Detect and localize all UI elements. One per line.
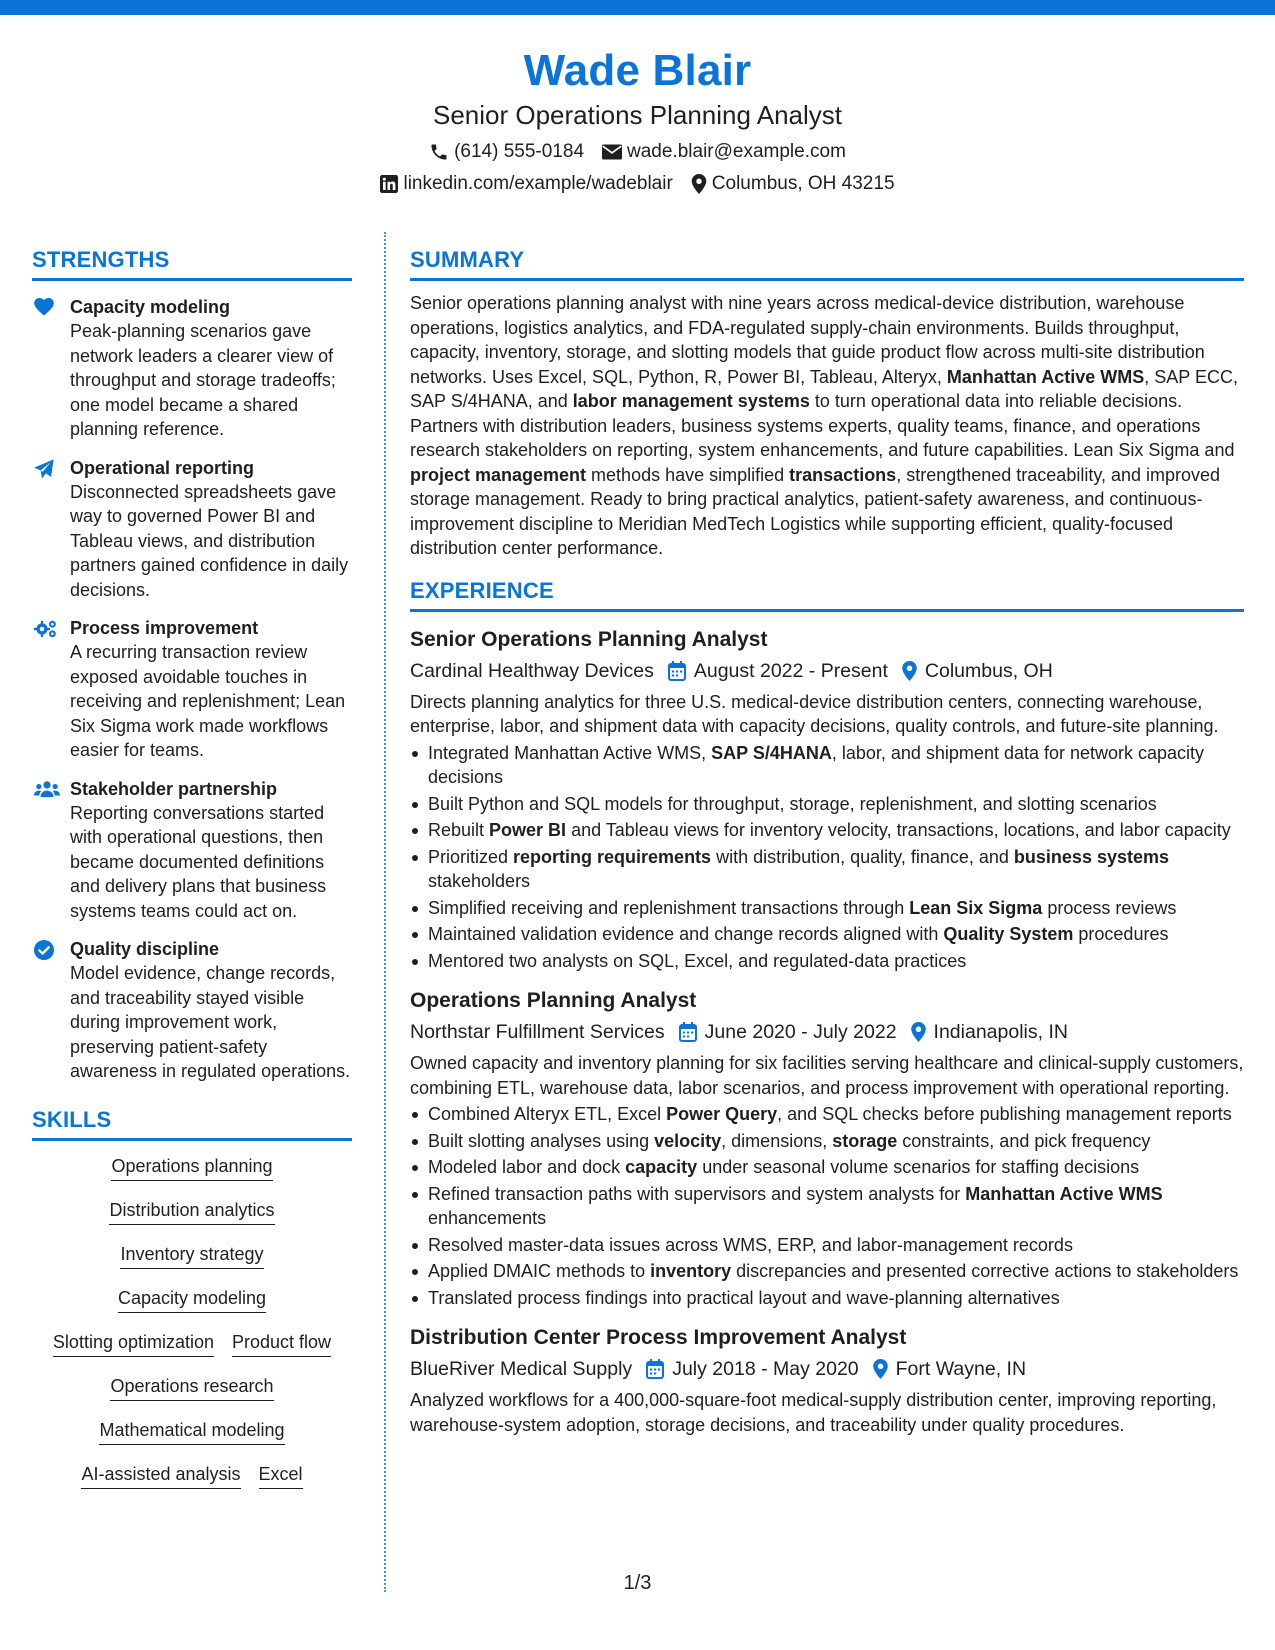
strength-item <box>32 937 352 1084</box>
phone-contact <box>429 140 584 164</box>
left-column <box>32 246 352 1507</box>
skill-tag: Inventory strategy <box>120 1243 263 1269</box>
job-meta <box>410 1356 1244 1382</box>
job-meta <box>410 658 1244 684</box>
email-contact[interactable] <box>602 140 846 164</box>
job-meta <box>410 1019 1244 1045</box>
bullet-item: Translated process findings into practical layout and wave-planning alternatives <box>410 1286 1244 1311</box>
location-contact <box>691 172 895 196</box>
strength-item <box>32 456 352 603</box>
resume-header <box>0 44 1275 196</box>
contact-row-1 <box>0 140 1275 164</box>
strength-title: Capacity modeling <box>70 297 231 317</box>
job-entry <box>410 1324 1244 1437</box>
skill-tag: Slotting optimization <box>53 1331 214 1357</box>
strength-item <box>32 777 352 924</box>
skill-tag: Excel <box>259 1463 303 1489</box>
map-pin-icon <box>873 1359 888 1379</box>
skill-tag: Operations research <box>110 1375 273 1401</box>
bullet-item: Built slotting analyses using velocity, dimensions, storage constraints, and pick frequency <box>410 1129 1244 1154</box>
job-dates: June 2020 - July 2022 <box>704 1021 897 1043</box>
skill-tag: Distribution analytics <box>109 1199 274 1225</box>
strength-title: Stakeholder partnership <box>70 778 278 799</box>
job-location: Fort Wayne, IN <box>895 1358 1027 1380</box>
skills-heading: SKILLS <box>32 1106 352 1141</box>
skill-tag: AI-assisted analysis <box>81 1463 240 1489</box>
job-description: Analyzed workflows for a 400,000-square-foot medical-supply distribution center, improving reporting, warehouse-system adoption, storage decisions, and traceability under quality procedures. <box>410 1390 1217 1435</box>
top-accent-bar <box>0 0 1275 15</box>
candidate-name: Wade Blair <box>523 46 752 95</box>
linkedin-text[interactable]: linkedin.com/example/wadeblair <box>403 173 673 194</box>
calendar-icon <box>668 661 686 681</box>
job-bullets <box>410 1102 1244 1310</box>
job-company: BlueRiver Medical Supply <box>410 1358 633 1380</box>
strength-desc: Reporting conversations started with operational questions, then became documented definitions and delivery plans that business systems teams could act on. <box>70 802 327 921</box>
contact-row-2 <box>0 172 1275 196</box>
linkedin-contact[interactable] <box>380 172 672 196</box>
strength-desc: Model evidence, change records, and traceability stayed visible during improvement work, preserving patient-safety awareness in regulated operations. <box>70 963 351 1081</box>
strengths-heading: STRENGTHS <box>32 246 352 281</box>
strength-title: Quality discipline <box>70 939 220 959</box>
job-title: Distribution Center Process Improvement Analyst <box>410 1326 907 1349</box>
job-entry <box>410 987 1244 1310</box>
strength-desc: Disconnected spreadsheets gave way to governed Power BI and Tableau views, and distribution partners gained confidence in daily decisions. <box>70 481 349 600</box>
strength-desc: A recurring transaction review exposed avoidable touches in receiving and replenishment; Lean Six Sigma work made workflows easier for teams. <box>70 642 346 760</box>
users-icon <box>34 780 60 798</box>
job-bullets <box>410 741 1244 974</box>
job-dates: July 2018 - May 2020 <box>672 1358 859 1380</box>
skill-tag: Product flow <box>232 1331 331 1357</box>
skills-list <box>32 1155 352 1489</box>
linkedin-icon <box>380 175 398 193</box>
strength-desc: Peak-planning scenarios gave network leaders a clearer view of throughput and storage tradeoffs; one model became a shared planning reference. <box>70 321 336 439</box>
bullet-item: Modeled labor and dock capacity under seasonal volume scenarios for staffing decisions <box>410 1155 1244 1180</box>
job-dates: August 2022 - Present <box>693 659 888 682</box>
location-text: Columbus, OH 43215 <box>711 173 895 194</box>
skill-tag: Mathematical modeling <box>99 1419 284 1445</box>
page-number: 1/3 <box>623 1572 652 1594</box>
summary-heading: SUMMARY <box>410 246 1244 281</box>
phone-text: (614) 555-0184 <box>454 141 585 162</box>
job-location: Indianapolis, IN <box>933 1021 1068 1043</box>
skill-tag: Operations planning <box>111 1155 272 1181</box>
skill-tag: Capacity modeling <box>118 1287 266 1313</box>
strength-item <box>32 616 352 763</box>
phone-icon <box>429 142 449 162</box>
calendar-icon <box>646 1359 664 1379</box>
bullet-item: Integrated Manhattan Active WMS, SAP S/4HANA, labor, and shipment data for network capacity decisions <box>410 741 1244 790</box>
bullet-item: Prioritized reporting requirements with distribution, quality, finance, and business systems stakeholders <box>410 845 1244 894</box>
job-entry <box>410 626 1244 974</box>
gears-icon <box>34 619 58 639</box>
bullet-item: Mentored two analysts on SQL, Excel, and regulated-data practices <box>410 949 1244 974</box>
job-title: Operations Planning Analyst <box>410 989 697 1012</box>
column-divider <box>384 232 386 1592</box>
strength-item <box>32 295 352 442</box>
job-location: Columbus, OH <box>924 659 1053 682</box>
map-pin-icon <box>902 661 917 681</box>
strength-title: Operational reporting <box>70 457 255 478</box>
calendar-icon <box>679 1022 697 1042</box>
paper-plane-icon <box>34 459 54 479</box>
email-text[interactable]: wade.blair@example.com <box>627 141 846 162</box>
job-description: Directs planning analytics for three U.S. medical-device distribution centers, connecting warehouse, enterprise, labor, and shipment data with capacity decisions, quality controls, and future-site planning. <box>410 691 1219 736</box>
summary-text: Senior operations planning analyst with nine years across medical-device distribution, warehouse operations, logistics analytics, and FDA-regulated supply-chain environments. Builds throughput, capacity, inventory, storage, and slotting models that guide product flow across multi-site distribution networks. Uses Excel, SQL, Python, R, Power BI, Tableau, Alteryx, Manhattan Active WMS, SAP ECC, SAP S/4HANA, and labor management systems to turn operational data into reliable decisions. Partners with distribution leaders, business systems experts, quality teams, finance, and operations research stakeholders on reporting, system enhancements, and future capabilities. Lean Six Sigma and project management methods have simplified transactions, strengthened traceability, and improved storage management. Ready to bring practical analytics, patient-safety awareness, and continuous-improvement discipline to Meridian MedTech Logistics while supporting efficient, quality-focused distribution center performance. <box>410 293 1238 558</box>
envelope-icon <box>602 144 622 160</box>
map-pin-icon <box>911 1022 926 1042</box>
right-column <box>410 246 1244 1437</box>
job-description: Owned capacity and inventory planning for six facilities serving healthcare and clinical-supply customers, combining ETL, warehouse data, labor scenarios, and process improvement with operational reporting. <box>410 1053 1244 1098</box>
job-company: Cardinal Healthway Devices <box>410 659 654 682</box>
strength-title: Process improvement <box>70 618 259 638</box>
bullet-item: Simplified receiving and replenishment transactions through Lean Six Sigma process reviews <box>410 896 1244 921</box>
job-title: Senior Operations Planning Analyst <box>410 627 768 651</box>
bullet-item: Applied DMAIC methods to inventory discrepancies and presented corrective actions to stakeholders <box>410 1259 1244 1284</box>
bullet-item: Rebuilt Power BI and Tableau views for inventory velocity, transactions, locations, and labor capacity <box>410 818 1244 843</box>
bullet-item: Refined transaction paths with supervisors and system analysts for Manhattan Active WMS enhancements <box>410 1182 1244 1231</box>
bullet-item: Combined Alteryx ETL, Excel Power Query, and SQL checks before publishing management reports <box>410 1102 1244 1127</box>
check-circle-icon <box>34 940 54 960</box>
heart-icon <box>34 298 54 316</box>
bullet-item: Built Python and SQL models for throughput, storage, replenishment, and slotting scenarios <box>410 792 1244 817</box>
bullet-item: Maintained validation evidence and change records aligned with Quality System procedures <box>410 922 1244 947</box>
bullet-item: Resolved master-data issues across WMS, ERP, and labor-management records <box>410 1233 1244 1258</box>
experience-heading: EXPERIENCE <box>410 577 1244 612</box>
map-pin-icon <box>691 174 707 194</box>
job-company: Northstar Fulfillment Services <box>410 1021 665 1043</box>
candidate-title: Senior Operations Planning Analyst <box>432 100 843 130</box>
